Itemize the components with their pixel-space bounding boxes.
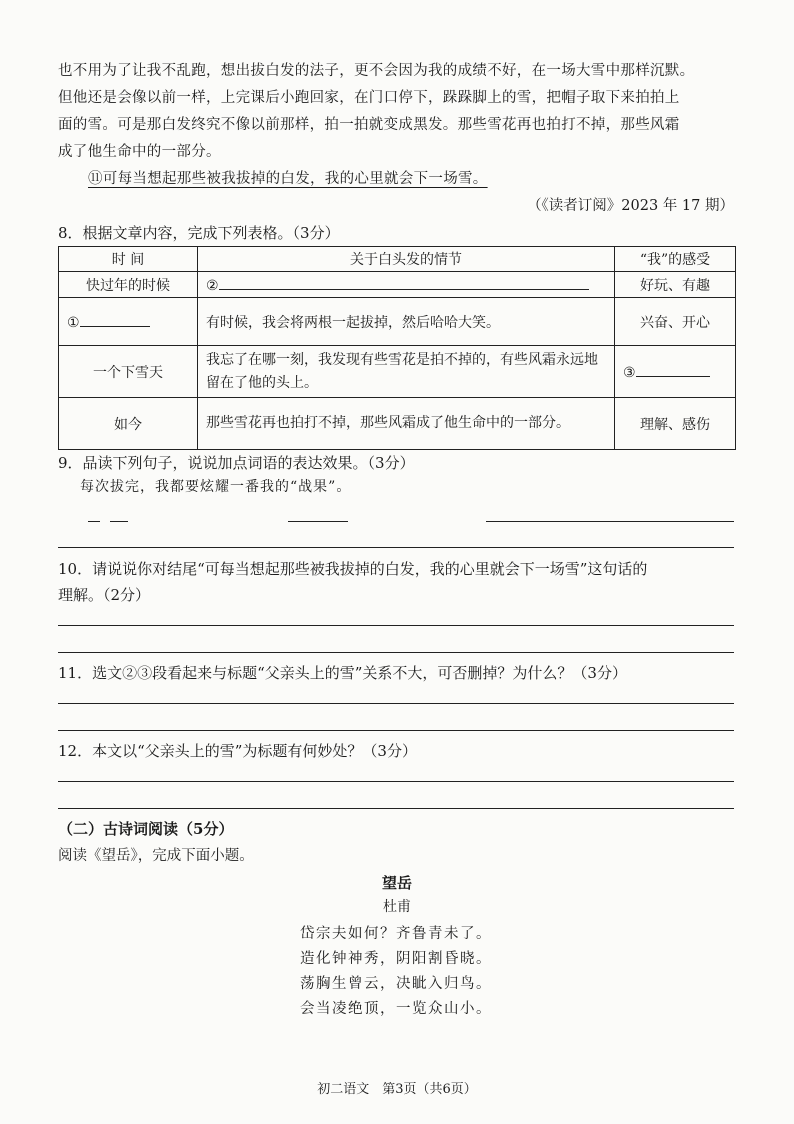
- table-header-row: [59, 247, 736, 272]
- answer-line[interactable]: [288, 521, 348, 522]
- question-8-prompt: 8．根据文章内容，完成下列表格。（3分）: [58, 224, 340, 242]
- passage-source: （《读者订阅》2023 年 17 期）: [527, 198, 734, 214]
- poem-line: 造化钟神秀，阴阳割昏晓。: [300, 951, 492, 967]
- row4-feeling: 理解、感伤: [615, 398, 736, 450]
- blank-2-input[interactable]: [219, 275, 589, 290]
- table-row: [59, 346, 736, 398]
- question-10-prompt-line1: 10．请说说你对结尾“可每当想起那些被我拔掉的白发，我的心里就会下一场雪”这句话的: [58, 560, 648, 578]
- poem-title: 望岳: [381, 874, 412, 892]
- passage-line: 成了他生命中的一部分。: [58, 144, 221, 160]
- table-row: [59, 298, 736, 346]
- question-10-prompt-line2: 理解。（2分）: [58, 586, 151, 604]
- answer-line[interactable]: [58, 703, 734, 704]
- question-12-prompt: 12．本文以“父亲头上的雪”为标题有何妙处？（3分）: [58, 742, 417, 760]
- row2-plot: 有时候，我会将两根一起拔掉，然后哈哈大笑。: [198, 298, 615, 346]
- table-row: [59, 272, 736, 298]
- row1-feeling: 好玩、有趣: [615, 272, 736, 298]
- blank-2-marker: ②: [206, 278, 219, 294]
- final-paragraph: ⑪可每当想起那些被我拔掉的白发，我的心里就会下一场雪。: [88, 171, 488, 187]
- answer-line[interactable]: [58, 781, 734, 782]
- passage-text: [58, 58, 738, 193]
- question-9-sentence: 每次拔完，我都要炫耀一番我的“战果”。: [80, 479, 352, 495]
- section-2-instruction: 阅读《望岳》，完成下面小题。: [58, 848, 254, 864]
- answer-line[interactable]: [58, 808, 734, 809]
- blank-1-input[interactable]: [80, 312, 150, 327]
- blank-3-input[interactable]: [636, 362, 710, 377]
- header-feeling: “我”的感受: [615, 247, 736, 272]
- row4-time: 如今: [59, 398, 198, 450]
- poem-line: 会当凌绝顶，一览众山小。: [300, 1001, 492, 1017]
- page-footer: 初二语文 第3页（共6页）: [317, 1082, 477, 1097]
- row2-feeling: 兴奋、开心: [615, 298, 736, 346]
- header-plot: 关于白头发的情节: [198, 247, 615, 272]
- question-11-prompt: 11．选文②③段看起来与标题“父亲头上的雪”关系不大，可否删掉？为什么？（3分）: [58, 664, 627, 682]
- row1-time: 快过年的时候: [59, 272, 198, 298]
- question-9-prompt: 9．品读下列句子，说说加点词语的表达效果。（3分）: [58, 454, 415, 472]
- plot-table: [58, 246, 736, 450]
- answer-line[interactable]: [486, 521, 734, 522]
- passage-line: 但他还是会像以前一样，上完课后小跑回家，在门口停下，跺跺脚上的雪，把帽子取下来拍拍上: [58, 90, 680, 106]
- row1-plot-cell: [198, 272, 615, 298]
- answer-line[interactable]: [110, 521, 128, 522]
- answer-line[interactable]: [58, 730, 734, 731]
- answer-line[interactable]: [88, 521, 100, 522]
- poem-line: 岱宗夫如何？齐鲁青未了。: [300, 926, 492, 942]
- row2-time-cell: [59, 298, 198, 346]
- answer-line[interactable]: [58, 547, 734, 548]
- answer-line[interactable]: [58, 652, 734, 653]
- row3-feeling-cell: [615, 346, 736, 398]
- poem-author: 杜甫: [383, 899, 411, 915]
- row4-plot: 那些雪花再也拍打不掉，那些风霜成了他生命中的一部分。: [198, 398, 615, 450]
- passage-line: 也不用为了让我不乱跑，想出拔白发的法子，更不会因为我的成绩不好，在一场大雪中那样沉默。: [58, 63, 695, 79]
- answer-line[interactable]: [58, 625, 734, 626]
- section-2-heading: （二）古诗词阅读（5分）: [58, 820, 234, 838]
- blank-1-marker: ①: [67, 315, 80, 331]
- header-time: 时 间: [59, 247, 198, 272]
- blank-3-marker: ③: [623, 365, 636, 381]
- passage-line: 面的雪。可是那白发终究不像以前那样，拍一拍就变成黑发。那些雪花再也拍打不掉，那些风霜: [58, 117, 680, 133]
- row3-time: 一个下雪天: [59, 346, 198, 398]
- poem-line: 荡胸生曾云，决眦入归鸟。: [300, 976, 492, 992]
- row3-plot: 我忘了在哪一刻，我发现有些雪花是拍不掉的，有些风霜永远地留在了他的头上。: [198, 346, 615, 398]
- table-row: [59, 398, 736, 450]
